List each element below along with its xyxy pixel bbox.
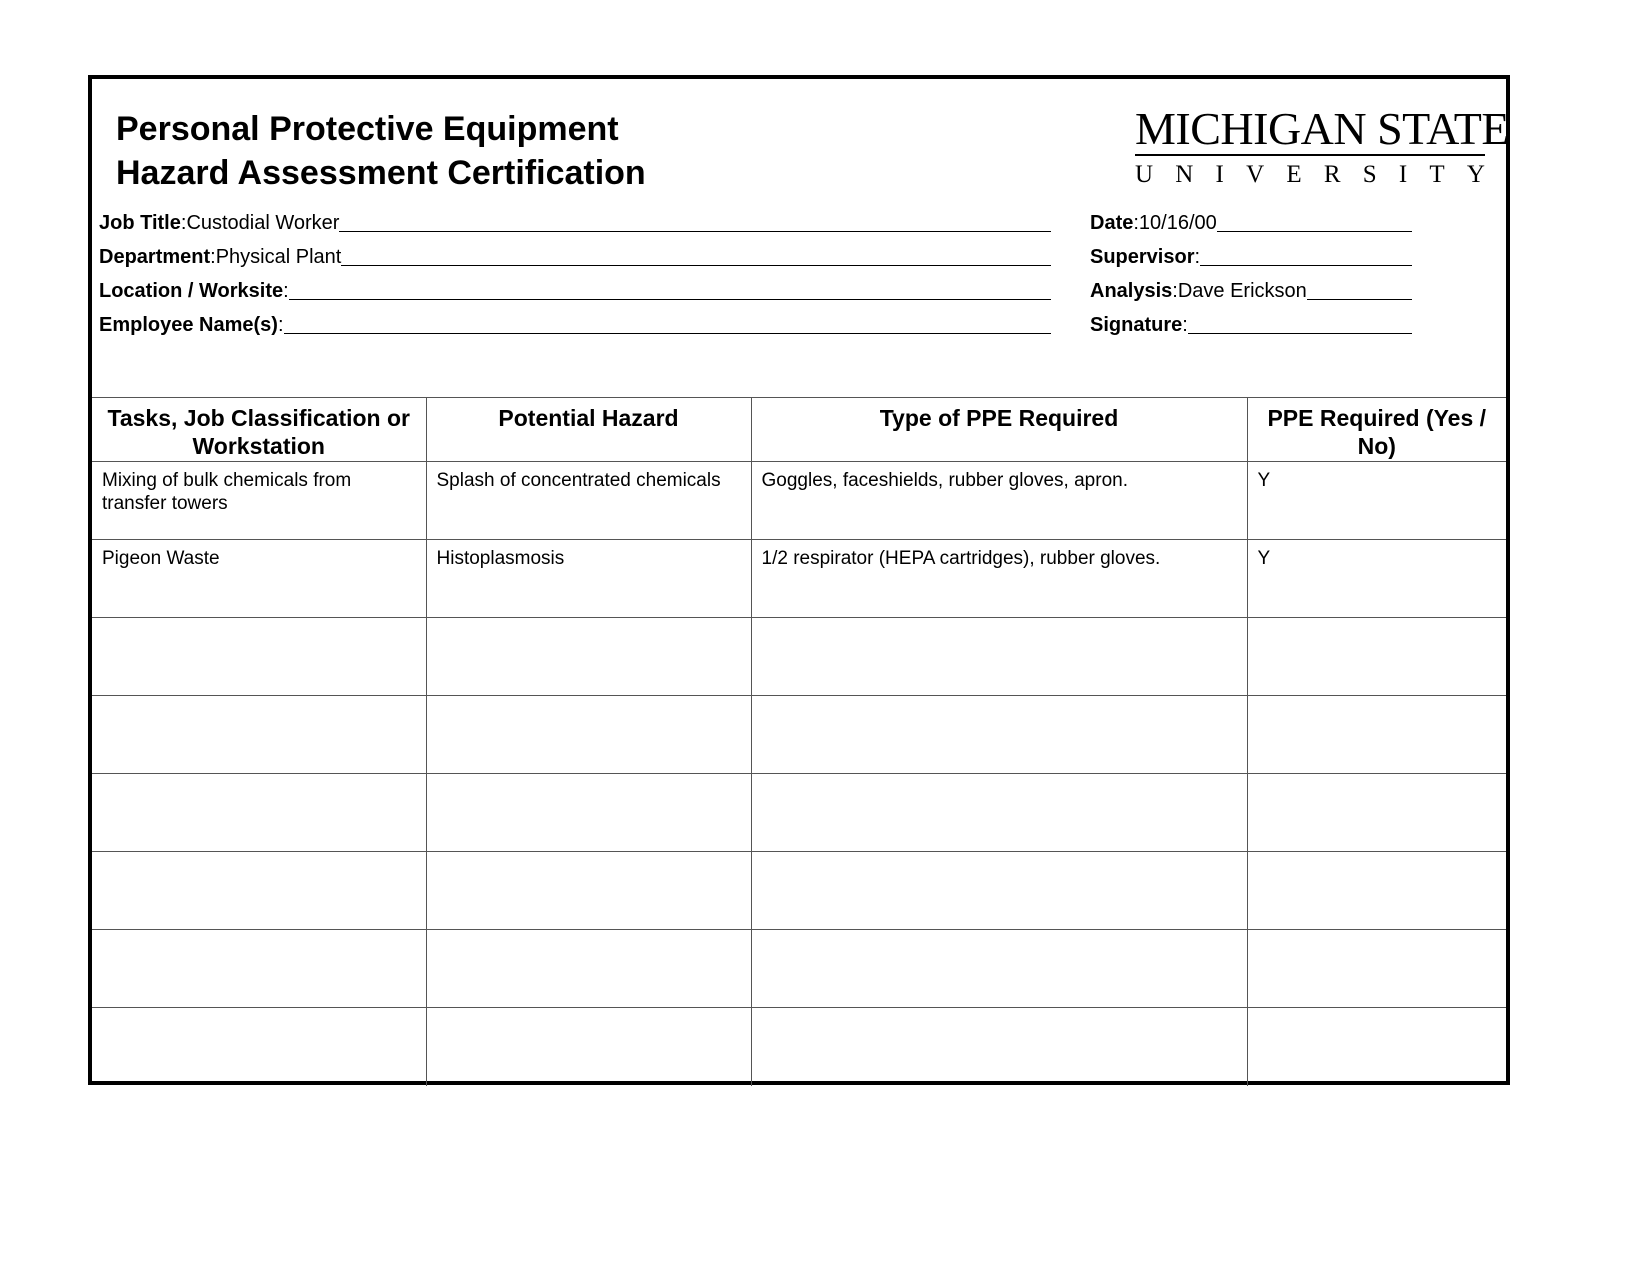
table-cell[interactable] (1247, 618, 1506, 696)
table-cell[interactable] (426, 930, 751, 1008)
table-cell[interactable] (92, 852, 426, 930)
left-1-field[interactable] (99, 243, 1051, 269)
table-cell[interactable]: 1/2 respirator (HEPA cartridges), rubber gloves. (751, 540, 1247, 618)
field-colon: : (1133, 212, 1139, 234)
left-3-field[interactable] (99, 311, 1051, 337)
field-colon: : (283, 280, 289, 302)
table-cell[interactable] (92, 618, 426, 696)
logo-subtitle-letter: I (1215, 161, 1224, 188)
table-cell[interactable] (92, 930, 426, 1008)
header-ppe-required: PPE Required (Yes / No) (1247, 398, 1506, 462)
logo-rule (1135, 154, 1485, 156)
table-cell[interactable] (1247, 930, 1506, 1008)
logo-subtitle-letter: N (1175, 161, 1194, 188)
header-ppe-type: Type of PPE Required (751, 398, 1247, 462)
table-cell[interactable]: Y (1247, 540, 1506, 618)
table-row (92, 774, 1506, 852)
field-underline (1217, 230, 1412, 232)
table-cell[interactable] (751, 774, 1247, 852)
table-cell[interactable] (1247, 696, 1506, 774)
field-underline (1200, 264, 1412, 266)
table-cell[interactable] (1247, 774, 1506, 852)
field-value: Custodial Worker (186, 212, 340, 234)
table-header-row (92, 398, 1506, 462)
table-cell[interactable] (426, 696, 751, 774)
left-0-field[interactable] (99, 209, 1051, 235)
table-cell[interactable] (751, 696, 1247, 774)
field-label: Signature (1090, 314, 1183, 336)
table-cell[interactable] (751, 618, 1247, 696)
field-colon: : (1182, 314, 1188, 336)
table-cell[interactable] (751, 1008, 1247, 1086)
logo-subtitle-letter: S (1362, 161, 1377, 188)
logo-wordmark: MICHIGAN STATE (1135, 103, 1509, 154)
left-2-field[interactable] (99, 277, 1051, 303)
logo-subtitle-letter: E (1286, 161, 1302, 188)
table-cell[interactable]: Splash of concentrated chemicals (426, 462, 751, 540)
field-value: Physical Plant (215, 246, 342, 268)
table-cell[interactable] (1247, 1008, 1506, 1086)
table-cell[interactable] (426, 774, 751, 852)
field-underline (1188, 332, 1412, 334)
table-cell[interactable]: Pigeon Waste (92, 540, 426, 618)
field-label: Supervisor (1090, 246, 1195, 268)
table-cell[interactable] (92, 696, 426, 774)
table-row (92, 930, 1506, 1008)
logo-subtitle-letter: R (1323, 161, 1341, 188)
table-cell[interactable]: Y (1247, 462, 1506, 540)
header-tasks: Tasks, Job Classification or Workstation (92, 398, 426, 462)
table-cell[interactable] (1247, 852, 1506, 930)
table-cell[interactable]: Goggles, faceshields, rubber gloves, apron. (751, 462, 1247, 540)
right-0-field[interactable] (1090, 209, 1412, 235)
field-value: 10/16/00 (1138, 212, 1217, 234)
table-row (92, 852, 1506, 930)
logo-subtitle-letter: V (1246, 161, 1265, 188)
field-label: Date (1090, 212, 1134, 234)
field-label: Location / Worksite (99, 280, 284, 302)
logo-subtitle-letter: Y (1466, 161, 1485, 188)
field-underline (341, 264, 1051, 266)
table-row (92, 696, 1506, 774)
title-line-2: Hazard Assessment Certification (116, 154, 646, 192)
title-line-1: Personal Protective Equipment (116, 110, 619, 148)
table-row (92, 462, 1506, 540)
field-underline (339, 230, 1051, 232)
table-cell[interactable]: Histoplasmosis (426, 540, 751, 618)
field-label: Job Title (99, 212, 181, 234)
hazard-table (92, 397, 1506, 1086)
field-underline (284, 332, 1051, 334)
table-cell[interactable] (92, 774, 426, 852)
field-label: Department (99, 246, 211, 268)
right-1-field[interactable] (1090, 243, 1412, 269)
table-cell[interactable] (751, 930, 1247, 1008)
assessment-form (88, 75, 1510, 1085)
table-cell[interactable] (426, 852, 751, 930)
logo-subtitle (1135, 160, 1485, 190)
field-colon: : (210, 246, 216, 268)
table-cell[interactable] (92, 1008, 426, 1086)
right-2-field[interactable] (1090, 277, 1412, 303)
form-title (116, 107, 646, 195)
table-row (92, 540, 1506, 618)
field-colon: : (277, 314, 284, 336)
header-hazard: Potential Hazard (426, 398, 751, 462)
field-underline (289, 298, 1051, 300)
table-cell[interactable] (426, 1008, 751, 1086)
right-3-field[interactable] (1090, 311, 1412, 337)
table-row (92, 618, 1506, 696)
table-body (92, 462, 1506, 1086)
field-label: Analysis (1090, 280, 1173, 302)
table-cell[interactable]: Mixing of bulk chemicals from transfer towers (92, 462, 426, 540)
field-colon: : (1172, 280, 1178, 302)
logo-subtitle-letter: U (1135, 161, 1154, 188)
table-row (92, 1008, 1506, 1086)
field-underline (1307, 298, 1412, 300)
field-colon: : (1194, 246, 1201, 268)
university-logo (1135, 103, 1509, 190)
field-colon: : (180, 212, 187, 234)
field-label: Employee Name(s) (99, 314, 278, 336)
field-value: Dave Erickson (1177, 280, 1307, 302)
logo-subtitle-letter: T (1429, 161, 1445, 188)
table-cell[interactable] (751, 852, 1247, 930)
logo-subtitle-letter: I (1398, 161, 1408, 188)
table-cell[interactable] (426, 618, 751, 696)
